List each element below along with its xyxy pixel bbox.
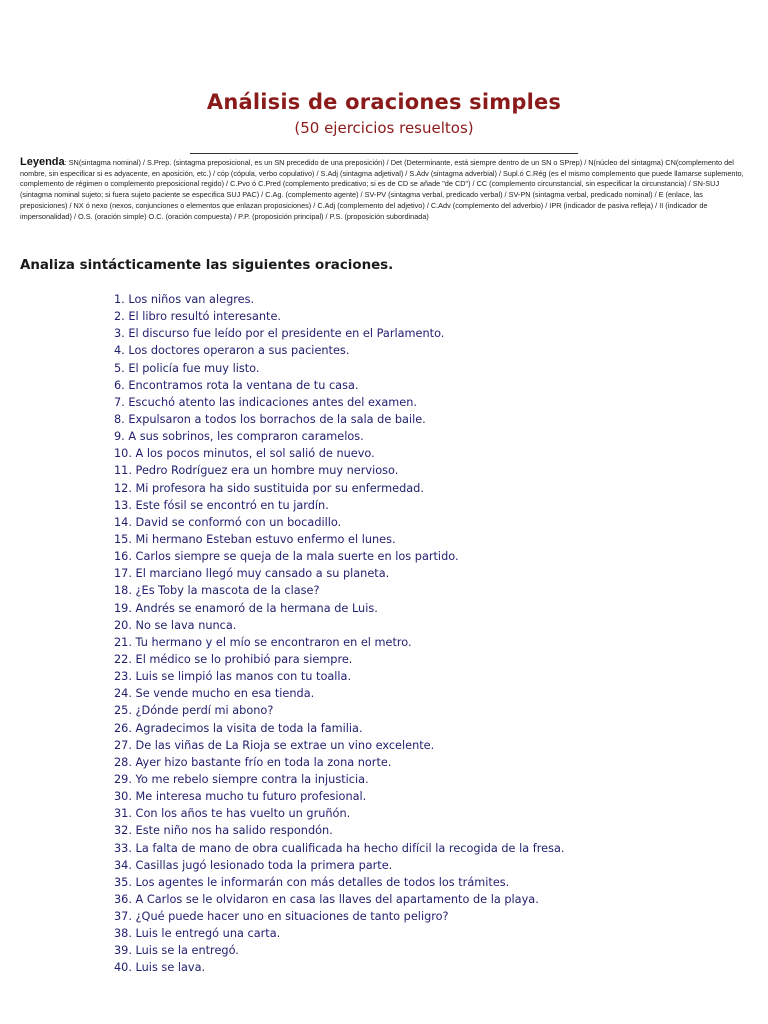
sentence-item: 32. Este niño nos ha salido respondón. [114, 824, 333, 838]
sentence-item: 15. Mi hermano Esteban estuvo enfermo el lunes. [114, 532, 396, 546]
sentence-item: 14. David se conformó con un bocadillo. [114, 515, 342, 529]
sentence-item: 39. Luis se la entregó. [114, 944, 239, 958]
sentence-item: 33. La falta de mano de obra cualificada ha hecho difícil la recogida de la fresa. [114, 841, 565, 855]
sentence-item: 3. El discurso fue leído por el presidente en el Parlamento. [114, 327, 445, 341]
sentence-item: 13. Este fósil se encontró en tu jardín. [114, 498, 329, 512]
title-divider [190, 153, 578, 154]
legend-text: : SN(sintagma nominal) / S.Prep. (sintagma preposicional, es un SN precedido de una preposición) / Det (Determinante, está siempre dentro de un SN o SPrep) / N(núcleo del sintagma) CN(complemento del nombre, sin especificar si es adyacente, en aposición, etc.) / cóp (cópula, verbo copulativo) / S.Adj (sintagma adjetival) / S.Adv (sintagma adverbial) / Supl.ó C.Rég (es el mismo complemento que puede llamarse suplemento, complemento de régimen o complemento preposicional regido) / C.Pvo ó C.Pred (complemento predicativo; si es de CD se añade "de CD") / CC (complemento circunstancial, sin especificar la circunstancia) / SN-SUJ (sintagma nominal sujeto; si fuera sujeto paciente se especifica SUJ PAC) / C.Ag. (complemento agente) / SV-PV (sintagma verbal, predicado verbal) / SV-PN (sintagma verbal, predicado nominal) / E (enlace, las preposiciones) / NX ó nexo (nexos, conjunciones o elementos que enlazan proposiciones) / C.Adj (complemento del adjetivo) / C.Adv (complemento del adverbio) / IPR (indicador de pasiva refleja) / II (indicador de impersonalidad) / O.S. (oración simple) O.C. (oración compuesta) / P.P. (proposición principal) / P.S. (proposición subordinada) [20, 158, 744, 221]
legend-block [20, 157, 746, 222]
instructions-heading: Analiza sintácticamente las siguientes oraciones. [20, 258, 394, 273]
sentence-list [114, 291, 754, 977]
sentence-item: 20. No se lava nunca. [114, 618, 237, 632]
sentence-item: 7. Escuchó atento las indicaciones antes del examen. [114, 395, 418, 409]
sentence-item: 5. El policía fue muy listo. [114, 361, 260, 375]
sentence-item: 23. Luis se limpió las manos con tu toalla. [114, 670, 352, 684]
sentence-item: 34. Casillas jugó lesionado toda la primera parte. [114, 858, 393, 872]
sentence-item: 9. A sus sobrinos, les compraron caramelos. [114, 430, 364, 444]
sentence-item: 26. Agradecimos la visita de toda la familia. [114, 721, 363, 735]
sentence-item: 1. Los niños van alegres. [114, 293, 255, 306]
sentence-item: 18. ¿Es Toby la mascota de la clase? [114, 584, 320, 598]
legend-label: Leyenda [20, 156, 65, 168]
sentence-item: 25. ¿Dónde perdí mi abono? [114, 704, 274, 718]
sentence-item: 12. Mi profesora ha sido sustituida por su enfermedad. [114, 481, 424, 495]
sentence-item: 21. Tu hermano y el mío se encontraron en el metro. [114, 635, 412, 649]
sentence-item: 8. Expulsaron a todos los borrachos de la sala de baile. [114, 412, 426, 426]
sentence-item: 29. Yo me rebelo siempre contra la injusticia. [114, 772, 369, 786]
sentence-item: 30. Me interesa mucho tu futuro profesional. [114, 790, 367, 804]
sentence-item: 35. Los agentes le informarán con más detalles de todos los trámites. [114, 875, 510, 889]
sentence-item: 17. El marciano llegó muy cansado a su planeta. [114, 567, 390, 581]
document-subtitle: (50 ejercicios resueltos) [294, 119, 474, 137]
sentence-item: 16. Carlos siempre se queja de la mala suerte en los partido. [114, 550, 459, 564]
document-title: Análisis de oraciones simples [206, 90, 562, 114]
sentence-item: 11. Pedro Rodríguez era un hombre muy nervioso. [114, 464, 399, 478]
sentence-item: 38. Luis le entregó una carta. [114, 927, 281, 941]
sentence-item: 2. El libro resultó interesante. [114, 310, 282, 324]
sentence-item: 4. Los doctores operaron a sus pacientes. [114, 344, 350, 358]
sentence-item: 40. Luis se lava. [114, 961, 206, 975]
sentence-item: 22. El médico se lo prohibió para siempre. [114, 652, 353, 666]
sentence-item: 24. Se vende mucho en esa tienda. [114, 687, 315, 701]
sentence-item: 36. A Carlos se le olvidaron en casa las llaves del apartamento de la playa. [114, 892, 539, 906]
sentence-item: 27. De las viñas de La Rioja se extrae un vino excelente. [114, 738, 435, 752]
sentence-item: 6. Encontramos rota la ventana de tu casa. [114, 378, 359, 392]
sentence-item: 19. Andrés se enamoró de la hermana de Luis. [114, 601, 378, 615]
sentence-item: 31. Con los años te has vuelto un gruñón. [114, 807, 351, 821]
sentence-item: 28. Ayer hizo bastante frío en toda la zona norte. [114, 755, 392, 769]
sentence-item: 37. ¿Qué puede hacer uno en situaciones de tanto peligro? [114, 910, 449, 924]
sentence-item: 10. A los pocos minutos, el sol salió de nuevo. [114, 447, 375, 461]
